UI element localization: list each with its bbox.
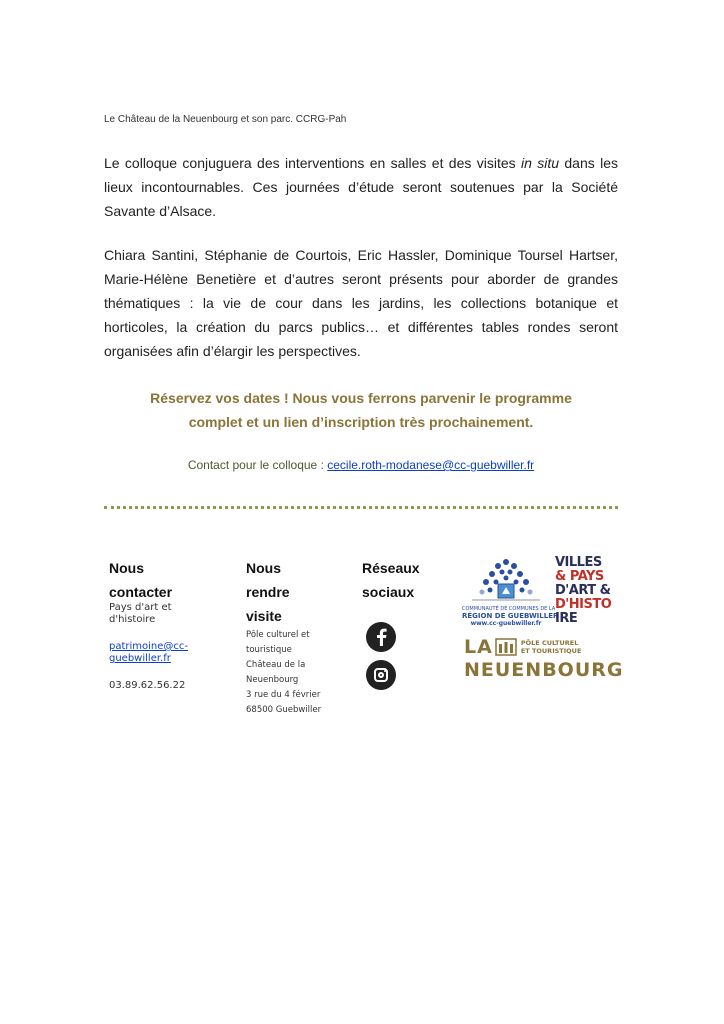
vp-line: VILLES (555, 556, 602, 570)
visit-title-line-1: Nous (246, 560, 281, 576)
intro-italic: in situ (520, 155, 560, 171)
cc-logo-line-1: COMMUNAUTÉ DE COMMUNES DE LA (462, 606, 556, 612)
visit-title-line-2: rendre (246, 584, 290, 600)
villes-pays-art-histoire-logo (555, 556, 615, 632)
speakers-paragraph: Chiara Santini, Stéphanie de Courtois, Eric Hassler, Dominique Toursel Hartser, Marie-Hélène Benetière et d’autres seront présents pour aborder de grandes thématiques : la vie de cour dans les jardins, les collections botanique et horticoles, la création du parcs publics… et différentes tables rondes seront organisées afin d’élargir les perspectives. (104, 247, 618, 359)
vp-line: IRE (555, 611, 578, 626)
instagram-icon[interactable] (366, 660, 396, 690)
neu-la: LA (464, 636, 493, 658)
contact-title-line-1: Nous (109, 560, 144, 576)
social-title-line-2: sociaux (362, 584, 415, 600)
visit-address (246, 628, 321, 718)
phone-number: 03.89.62.56.22 (109, 680, 186, 691)
notice-line-1: Réservez vos dates ! Nous vous ferrons parvenir le programme (150, 390, 572, 406)
address-line: Pôle culturel et (246, 630, 310, 640)
intro-text-end: dans les lieux incontournables. Ces journées d’étude seront soutenues par la Société Savante d’Alsace. (104, 155, 618, 219)
contact-subtitle (109, 602, 172, 626)
cc-emblem-icon (462, 556, 550, 606)
neuenbourg-logo (464, 636, 624, 682)
contact-title-line-2: contacter (109, 584, 173, 600)
save-the-date-notice (104, 386, 618, 434)
address-line: 3 rue du 4 février (246, 690, 321, 700)
contact-line (104, 458, 618, 472)
address-line: Château de la (246, 660, 306, 670)
facebook-glyph (374, 628, 388, 646)
facebook-icon[interactable] (366, 622, 396, 652)
neuenbourg-top-row (464, 636, 616, 658)
vp-line: D'HISTO (555, 597, 612, 612)
neu-subtitle-line-2: ET TOURISTIQUE (520, 647, 582, 655)
neu-subtitle-line-1: PÔLE CULTUREL (520, 639, 579, 647)
email-line-2: guebwiller.fr (109, 653, 171, 664)
social-title-line-1: Réseaux (362, 560, 420, 576)
vp-line: D'ART & (555, 583, 611, 598)
patrimoine-email-link[interactable] (109, 641, 188, 665)
intro-paragraph (104, 151, 618, 223)
subtitle-line-2: d'histoire (109, 614, 156, 625)
neu-name: NEUENBOURG (464, 659, 624, 681)
address-line: 68500 Guebwiller (246, 705, 322, 715)
cc-logo-line-3: www.cc-guebwiller.fr (470, 620, 542, 627)
cc-logo-line-2: RÉGION DE GUEBWILLER (462, 612, 559, 620)
contact-label: Contact pour le colloque : (187, 458, 328, 472)
social-col-title (362, 556, 420, 604)
address-line: Neuenbourg (246, 675, 299, 685)
address-line: touristique (246, 645, 292, 655)
email-line-1: patrimoine@cc- (109, 641, 189, 652)
vp-line: & PAYS (555, 569, 604, 584)
visit-title-line-3: visite (246, 608, 282, 624)
section-divider (104, 506, 618, 509)
neu-subtitle (521, 639, 582, 655)
contact-email-link[interactable]: cecile.roth-modanese@cc-guebwiller.fr (327, 458, 535, 472)
visit-col-title (246, 556, 290, 628)
intro-text-start: Le colloque conjuguera des interventions en salles et des visites (104, 155, 521, 171)
cc-guebwiller-logo (462, 556, 559, 632)
contact-col-title (109, 556, 172, 604)
castle-icon (495, 638, 517, 656)
subtitle-line-1: Pays d'art et (109, 602, 172, 613)
instagram-glyph (374, 668, 388, 682)
notice-line-2: complet et un lien d’inscription très prochainement. (188, 414, 534, 430)
photo-caption: Le Château de la Neuenbourg et son parc. CCRG-Pah (104, 114, 347, 125)
